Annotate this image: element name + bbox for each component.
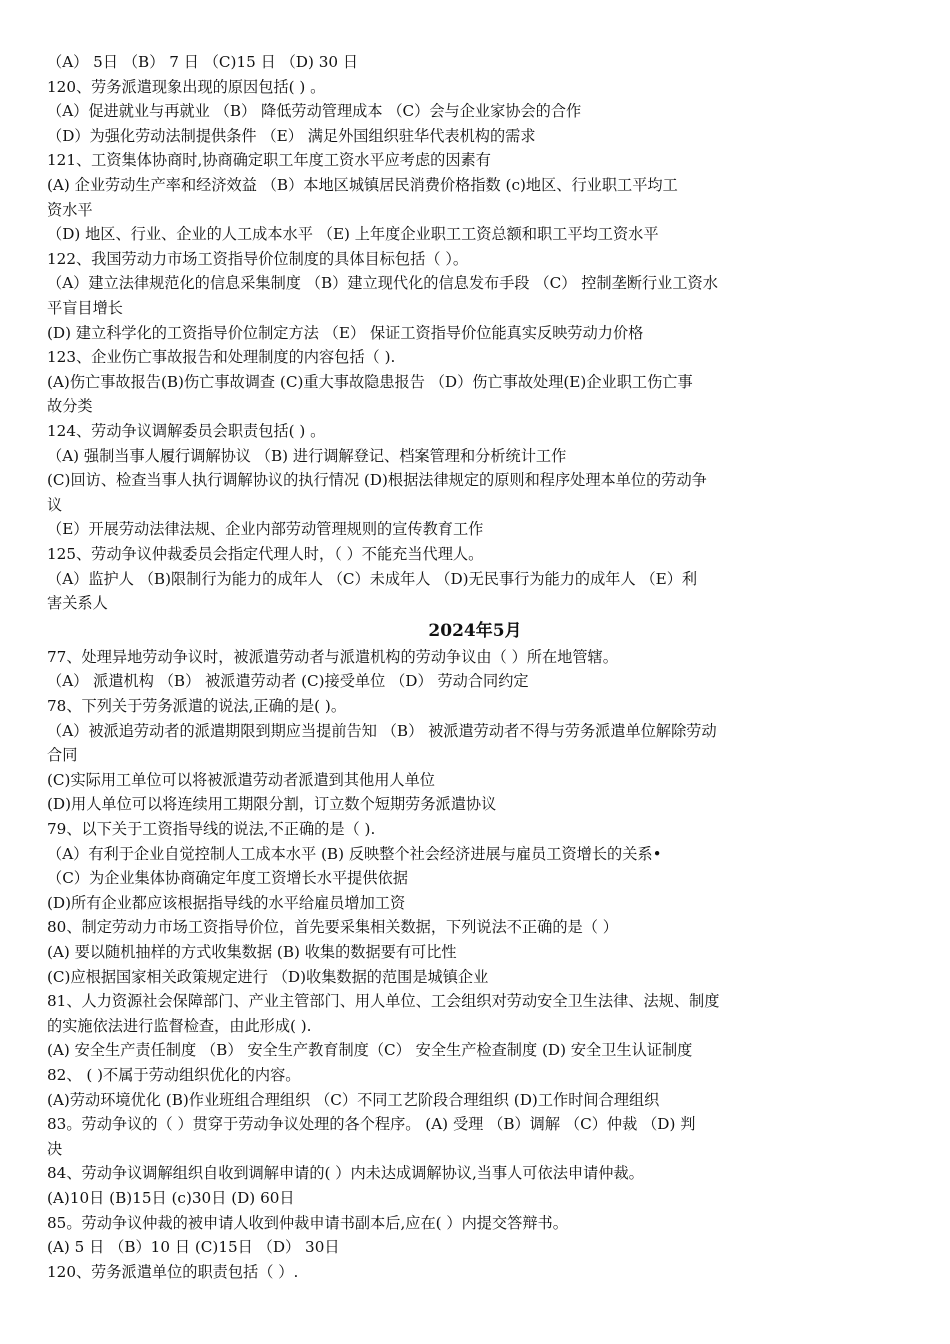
text-line: （D) 地区、行业、企业的人工成本水平 （E) 上年度企业职工工资总额和职工平均工资水平 xyxy=(47,225,659,244)
section-heading: 2024年5月 xyxy=(428,620,522,641)
text-line: 82、 ( )不属于劳动组织优化的内容。 xyxy=(47,1066,301,1084)
text-line: 78、下列关于劳务派遣的说法,正确的是( )。 xyxy=(47,697,347,715)
text-line: 合同 xyxy=(47,746,78,765)
text-line: 79、以下关于工资指导线的说法,不正确的是（ ). xyxy=(47,820,376,838)
text-line: 80、制定劳动力市场工资指导价位，首先要采集相关数据，下列说法不正确的是（ ） xyxy=(47,918,618,937)
text-line: 121、工资集体协商时,协商确定职工年度工资水平应考虑的因素有 xyxy=(47,151,491,170)
text-line: 123、企业伤亡事故报告和处理制度的内容包括（ ). xyxy=(47,348,396,367)
text-line: (D)所有企业都应该根据指导线的水平给雇员增加工资 xyxy=(47,893,406,912)
text-line: (A)10日 (B)15日 (c)30日 (D) 60日 xyxy=(47,1189,295,1207)
text-line: (A)伤亡事故报告(B)伤亡事故调查 (C)重大事故隐患报告 （D）伤亡事故处理(E)企业职工伤亡事 xyxy=(47,372,693,391)
text-line: (D) 建立科学化的工资指导价位制定方法 （E） 保证工资指导价位能真实反映劳动力价格 xyxy=(47,323,644,342)
text-line: 平盲目增长 xyxy=(47,299,123,317)
text-line: 资水平 xyxy=(47,200,93,219)
text-line: 120、劳务派遣单位的职责包括（ ）. xyxy=(47,1262,299,1281)
text-line: (C)实际用工单位可以将被派遣劳动者派遣到其他用人单位 xyxy=(47,770,435,789)
text-line: （A）建立法律规范化的信息采集制度 （B）建立现代化的信息发布手段 （C） 控制垄断行业工资水 xyxy=(47,274,718,293)
text-line: 议 xyxy=(47,495,63,514)
text-line: （C）为企业集体协商确定年度工资增长水平提供依据 xyxy=(47,869,408,888)
text-line: 122、我国劳动力市场工资指导价位制度的具体目标包括（ ）。 xyxy=(47,249,469,268)
text-line: 故分类 xyxy=(47,397,93,416)
text-line: (A) 5 日 （B）10 日 (C)15日 （D） 30日 xyxy=(47,1238,340,1257)
text-line: （A）促进就业与再就业 （B） 降低劳动管理成本 （C）会与企业家协会的合作 xyxy=(47,102,582,121)
text-line: 81、人力资源社会保障部门、产业主管部门、用人单位、工会组织对劳动安全卫生法律、法规、制度 xyxy=(47,992,720,1011)
text-line: 的实施依法进行监督检查，由此形成( ). xyxy=(47,1016,312,1035)
text-line: 124、劳动争议调解委员会职责包括( ) 。 xyxy=(47,422,326,440)
text-line: （A）有利于企业自觉控制人工成本水平 (B) 反映整个社会经济进展与雇员工资增长的关系• xyxy=(47,844,662,863)
text-line: （A）监护人 （B)限制行为能力的成年人 （C）未成年人 （D)无民事行为能力的成年人 （E）利 xyxy=(47,569,698,588)
text-line: 84、劳动争议调解组织自收到调解申请的( ）内未达成调解协议,当事人可依法申请仲裁。 xyxy=(47,1164,644,1183)
text-line: (C)应根据国家相关政策规定进行 （D)收集数据的范围是城镇企业 xyxy=(47,967,489,986)
text-line: （D）为强化劳动法制提供条件 （E） 满足外国组织驻华代表机构的需求 xyxy=(47,126,536,145)
text-line: （A） 5日 （B） 7 日 （C)15 日 （D) 30 日 xyxy=(47,53,359,71)
text-line: 决 xyxy=(47,1139,63,1158)
text-line: 害关系人 xyxy=(47,594,108,613)
text-line: 120、劳务派遣现象出现的原因包括( ) 。 xyxy=(47,77,326,96)
text-line: 125、劳动争议仲裁委员会指定代理人时，（ ）不能充当代理人。 xyxy=(47,545,484,563)
text-line: (C)回访、检查当事人执行调解协议的执行情况 (D)根据法律规定的原则和程序处理本单位的劳动争 xyxy=(47,471,707,490)
text-line: (A) 安全生产责任制度 （B） 安全生产教育制度（C） 安全生产检查制度 (D) 安全卫生认证制度 xyxy=(47,1041,693,1060)
text-line: （A） 派遣机构 （B） 被派遣劳动者 (C)接受单位 （D） 劳动合同约定 xyxy=(47,672,529,691)
text-line: 85。劳动争议仲裁的被申请人收到仲裁申请书副本后,应在( ）内提交答辩书。 xyxy=(47,1213,568,1232)
text-line: (A) 企业劳动生产率和经济效益 （B）本地区城镇居民消费价格指数 (c)地区、行业职工平均工 xyxy=(47,176,678,194)
text-line: (A)劳动环境优化 (B)作业班组合理组织 （C）不同工艺阶段合理组织 (D)工作时间合理组织 xyxy=(47,1090,660,1109)
text-line: （E）开展劳动法律法规、企业内部劳动管理规则的宣传教育工作 xyxy=(47,520,484,539)
text-line: (D)用人单位可以将连续用工期限分割，订立数个短期劳务派遣协议 xyxy=(47,795,497,814)
text-line: 83。劳动争议的（ ）贯穿于劳动争议处理的各个程序。 (A) 受理 （B）调解 （C）仲裁 （D) 判 xyxy=(47,1115,696,1134)
text-line: （A）被派追劳动者的派遣期限到期应当提前告知 （B） 被派遣劳动者不得与劳务派遣单位解除劳动 xyxy=(47,721,717,740)
text-line: (A) 要以随机抽样的方式收集数据 (B) 收集的数据要有可比性 xyxy=(47,943,457,961)
text-line: 77、处理异地劳动争议时，被派遣劳动者与派遣机构的劳动争议由（ ）所在地管辖。 xyxy=(47,647,618,666)
text-line: （A) 强制当事人履行调解协议 （B) 进行调解登记、档案管理和分析统计工作 xyxy=(47,446,567,465)
